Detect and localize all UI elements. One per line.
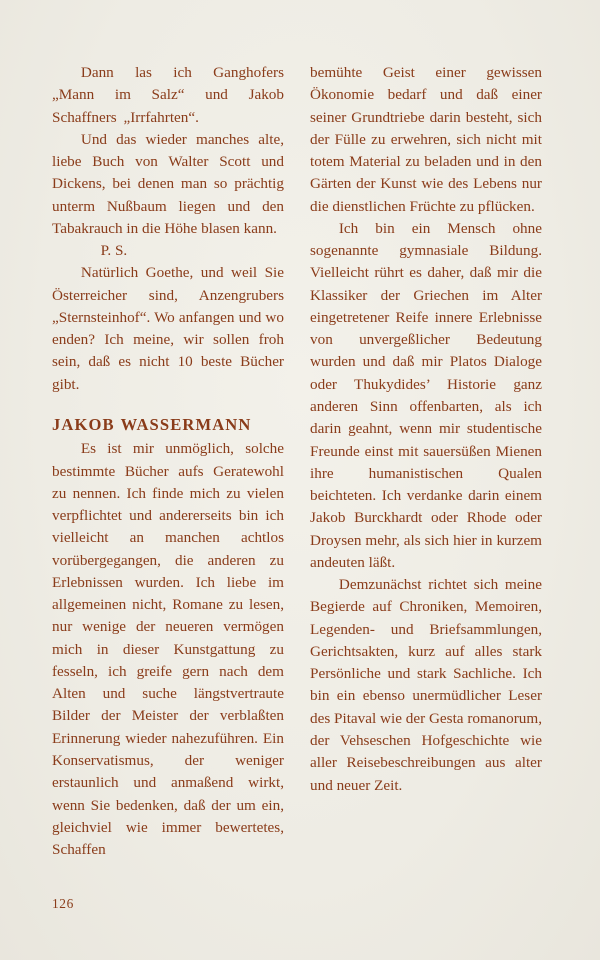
paragraph: Es ist mir unmöglich, solche bestimmte Bücher aufs Geratewohl zu nennen. Ich finde mich zu vielen verpflichtet und andererseits bin ich vielleicht an manchen achtlos vorübergegangen, die anderen zu Erlebnissen wurden. Ich liebe im allgemeinen nicht, Romane zu lesen, nur wenige der neueren vermögen mich in dieser Kunstgattung zu fesseln, ich greife gern nach dem Alten und suche längstvertraute Bilder der Meister der verblaßten Erinnerung wieder nahezuführen. Ein Konservatismus, der weniger erstaunlich und anmaßend wirkt, wenn Sie bedenken, daß der um ein, gleichviel wie immer bewertetes, Schaffen	[52, 440, 284, 859]
paragraph: Demzunächst richtet sich meine Begierde auf Chroniken, Memoiren, Legenden- und Briefsammlungen, Gerichtsakten, kurz auf alles stark Persönliche und stark Sachliche. Ich bin ein ebenso unermüdlicher Leser des Pitaval wie der Gesta romanorum, der Vehseschen Hofgeschichte wie aller Reisebeschreibungen aus alter und neuer Zeit.	[310, 576, 542, 794]
page-number: 126	[52, 896, 74, 911]
left-column	[52, 62, 284, 862]
paragraph: Dann las ich Ganghofers „Mann im Salz“ und Jakob Schaffners „Irrfahrten“.	[52, 64, 284, 126]
paragraph: Und das wieder manches alte, liebe Buch von Walter Scott und Dickens, bei denen man so prächtig unterm Nußbaum liegen und den Tabakrauch in die Höhe blasen kann.	[52, 130, 284, 237]
section-heading: JAKOB WASSERMANN	[52, 414, 252, 434]
paragraph: Natürlich Goethe, und weil Sie Österreicher sind, Anzengrubers „Sternsteinhof“. Wo anfangen und wo enden? Ich meine, wir sollen froh sein, daß es nicht 10 beste Bücher gibt.	[52, 264, 284, 393]
paragraph: bemühte Geist einer gewissen Ökonomie bedarf und daß einer seiner Grundtriebe darin besteht, sich der Fülle zu erwehren, sich nicht mit totem Material zu beladen und in den Gärten der Kunst wie des Lebens nur die dienstlichen Früchte zu pflücken.	[310, 64, 542, 215]
paragraph-ps: P. S.	[100, 242, 128, 260]
right-column	[310, 62, 542, 862]
paragraph: Ich bin ein Mensch ohne sogenannte gymnasiale Bildung. Vielleicht rührt es daher, daß mir die Klassiker der Griechen im Alter eingetretener Reife innere Erlebnisse von unvergeßlicher Bedeutung wurden und daß mir Platos Dialoge oder Thukydides’ Historie ganz anderen Sinn offenbarten, als ich darin geahnt, wenn mir studentische Freunde einst mit sauersüßen Mienen ihre humanistischen Qualen beichteten. Ich verdanke darin einem Jakob Burckhardt oder Rhode oder Droysen mehr, als sich hier in kurzem andeuten läßt.	[310, 219, 542, 571]
text-columns	[52, 62, 552, 862]
